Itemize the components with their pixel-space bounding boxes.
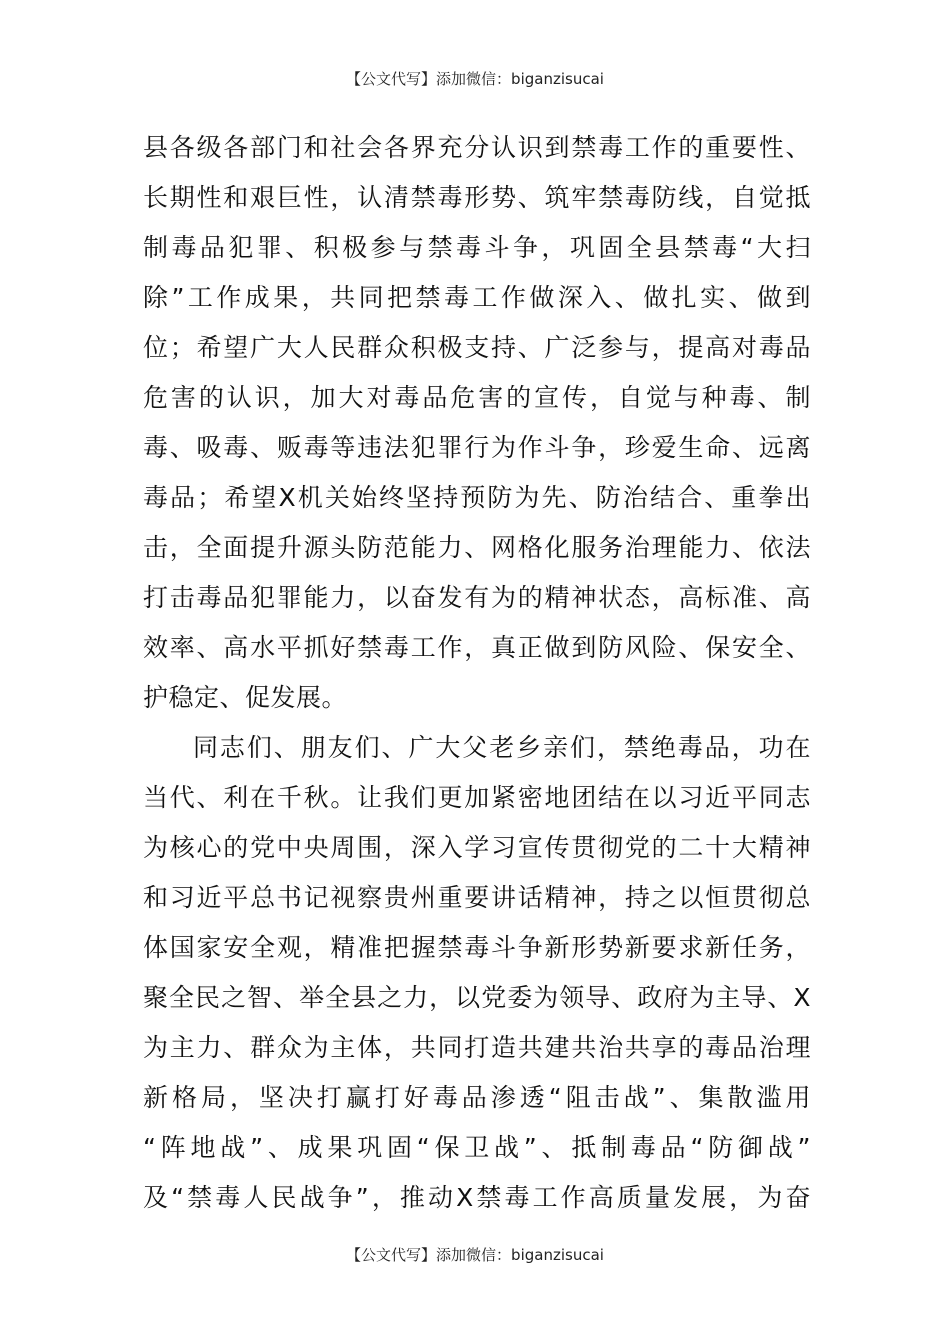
page-header: 【公文代写】添加微信：biganzisucai: [346, 70, 604, 88]
text-line: 护稳定、促发展。: [143, 683, 348, 712]
document-body: [143, 123, 811, 1223]
text-line: 和习近平总书记视察贵州重要讲话精神，持之以恒贯彻总: [143, 883, 811, 912]
text-line: 毒品；希望X机关始终坚持预防为先、防治结合、重拳出: [143, 483, 811, 512]
text-line: 危害的认识，加大对毒品危害的宣传，自觉与种毒、制: [143, 383, 811, 412]
text-line: 除”工作成果，共同把禁毒工作做深入、做扎实、做到: [143, 283, 811, 312]
text-line: 为核心的党中央周围，深入学习宣传贯彻党的二十大精神: [143, 833, 811, 862]
text-line: 制毒品犯罪、积极参与禁毒斗争，巩固全县禁毒“大扫: [143, 233, 811, 262]
text-line: 效率、高水平抓好禁毒工作，真正做到防风险、保安全、: [143, 633, 811, 662]
text-line: 打击毒品犯罪能力，以奋发有为的精神状态，高标准、高: [143, 583, 811, 612]
text-line: 同志们、朋友们、广大父老乡亲们，禁绝毒品，功在: [193, 733, 811, 762]
text-line: 当代、利在千秋。让我们更加紧密地团结在以习近平同志: [143, 783, 811, 812]
text-line: 县各级各部门和社会各界充分认识到禁毒工作的重要性、: [143, 133, 811, 162]
text-line: 长期性和艰巨性，认清禁毒形势、筑牢禁毒防线，自觉抵: [143, 183, 811, 212]
text-line: 新格局，坚决打赢打好毒品渗透“阻击战”、集散滥用: [143, 1083, 811, 1112]
text-line: 及“禁毒人民战争”，推动X禁毒工作高质量发展，为奋: [143, 1183, 811, 1212]
text-line: “阵地战”、成果巩固“保卫战”、抵制毒品“防御战”: [143, 1133, 811, 1162]
text-line: 击，全面提升源头防范能力、网格化服务治理能力、依法: [143, 533, 811, 562]
text-line: 为主力、群众为主体，共同打造共建共治共享的毒品治理: [143, 1033, 811, 1062]
text-line: 聚全民之智、举全县之力，以党委为领导、政府为主导、X: [143, 983, 811, 1012]
text-line: 毒、吸毒、贩毒等违法犯罪行为作斗争，珍爱生命、远离: [143, 433, 811, 462]
page-footer: 【公文代写】添加微信：biganzisucai: [346, 1246, 604, 1264]
text-line: 体国家安全观，精准把握禁毒斗争新形势新要求新任务，: [143, 933, 811, 962]
text-line: 位；希望广大人民群众积极支持、广泛参与，提高对毒品: [143, 333, 811, 362]
